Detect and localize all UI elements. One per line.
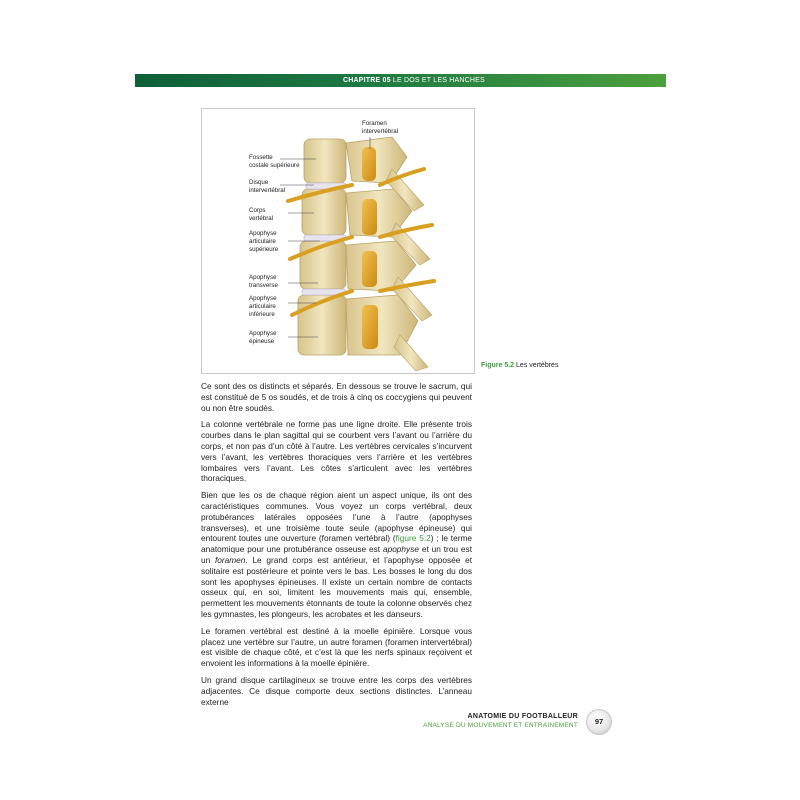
chapter-header-bar (135, 74, 666, 87)
label-apophyse-transverse: Apophyse transverse (249, 274, 278, 289)
label-apophyse-articulaire-inferieure: Apophyse articulaire inférieure (249, 295, 277, 318)
figure-reference-link[interactable]: figure 5.2 (395, 533, 431, 544)
paragraph-1: Ce sont des os distincts et séparés. En dessous se trouve le sacrum, qui est constitué de 5 os soudés, et de trois à cinq os coccygiens qui peuvent ou non être soudés. (201, 381, 472, 413)
chapter-heading (343, 74, 485, 87)
figure-caption-number: Figure 5.2 (481, 362, 515, 369)
label-apophyse-epineuse: Apophyse épineuse (249, 330, 277, 345)
paragraph-3 (201, 490, 472, 620)
label-apophyse-articulaire-superieure: Apophyse articulaire supérieure (249, 230, 279, 253)
label-foramen-intervertebral: Foramen intervertébral (362, 120, 399, 135)
label-corps-vertebral: Corps vertébral (249, 207, 274, 222)
paragraph-5: Un grand disque cartilagineux se trouve entre les corps des vertèbres adjacentes. Ce disque comporte deux sections distinctes. L’anneau externe (201, 674, 472, 707)
body-text (201, 381, 472, 713)
paragraph-2: La colonne vertébrale ne forme pas une ligne droite. Elle présente trois courbes dans le plan sagittal qui se courbent vers l’avant ou l’arrière du corps, et non pas d’un côté à l’autre. Les vertèbres cervicales s’incurvent vers l’avant, les vertèbres thoraciques vers l’arrière et les vertèbres lombaires vers l’avant. Les côtes s’articulent avec les vertèbres thoraciques. (201, 419, 472, 484)
chapter-number: CHAPITRE 05 (343, 77, 391, 84)
paragraph-4: Le foramen vertébral est destiné à la moelle épinière. Lorsque vous placez une vertèbre sur l’autre, un autre foramen (foramen intervertébral) est visible de chaque côté, et c’est là que les nerfs spinaux reçoivent et envoient les informations à la moelle épinière. (201, 625, 472, 669)
label-fossette-costale: Fossette costale supérieure (249, 154, 300, 169)
chapter-title: LE DOS ET LES HANCHES (392, 77, 485, 84)
footer-book-title: ANATOMIE DU FOOTBALLEUR (467, 713, 578, 720)
vertebrae-illustration (202, 109, 474, 373)
figure-caption (481, 362, 558, 369)
paragraph-3-part-c: et un trou est un (201, 544, 472, 565)
paragraph-3-part-a: Bien que les os de chaque région aient un aspect unique, ils ont des caractéristiques communes. Vous voyez un corps vertébral, deux protubérances latérales opposées l’une à l’autre (apophyses transverses), et une troisième toute seule (apophyse épineuse) qui entourent toutes une ouverture (foramen vertébral) ( (201, 490, 472, 544)
paragraph-3-part-d: . Le grand corps est antérieur, et l’apophyse opposée et solitaire est postérieure et pointe vers le bas. Les bosses le long du dos sont les apophyses épineuses. Il existe un certain nombre de contacts osseux qui, en soi, limitent les mouvements mais qui, ensemble, permettent les mouvements étonnants de toute la colonne observés chez les gymnastes, les plongeurs, les acrobates et les danseurs. (201, 554, 472, 619)
term-foramen: foramen (214, 554, 246, 565)
paragraph-3-part-b: ) ; le terme anatomique pour une protubérance osseuse est (201, 533, 473, 555)
page-number: 97 (586, 709, 612, 735)
vertebrae-figure (201, 108, 475, 374)
term-apophyse: apophyse (382, 544, 419, 555)
figure-caption-text: Les vertèbres (516, 362, 559, 369)
label-disque-intervertebral: Disque intervertébral (249, 179, 286, 194)
footer-book-subtitle: ANALYSE DU MOUVEMENT ET ENTRAINEMENT (423, 722, 578, 729)
